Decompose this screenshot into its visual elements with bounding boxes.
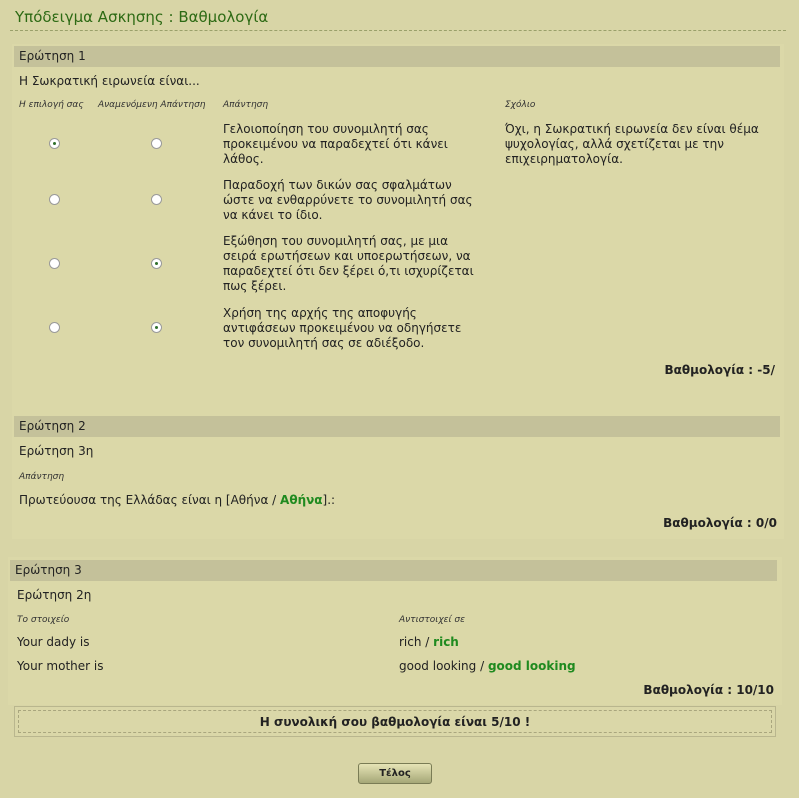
col-item: Το στοιχείο <box>17 615 70 625</box>
col-expected-answer: Αναμενόμενη Απάντηση <box>98 100 206 110</box>
question-1-text: Η Σωκρατική ειρωνεία είναι... <box>19 74 200 88</box>
answer-option-line: να κάνει το ίδιο. <box>223 208 323 222</box>
question-3-text: Ερώτηση 2η <box>17 588 92 602</box>
expected-answer-radio[interactable] <box>151 258 162 269</box>
col-your-choice: Η επιλογή σας <box>19 100 84 110</box>
answer-option <box>223 178 503 223</box>
answer-option <box>223 306 503 351</box>
question-1-header: Ερώτηση 1 <box>14 46 780 67</box>
your-choice-radio[interactable] <box>49 322 60 333</box>
answer-suffix: ].: <box>322 493 336 507</box>
total-score-box <box>14 706 776 737</box>
answer-label: Απάντηση <box>19 472 65 482</box>
expected-answer-radio[interactable] <box>151 138 162 149</box>
answer-option <box>223 234 503 294</box>
col-matches: Αντιστοιχεί σε <box>399 615 465 625</box>
answer-option-line: Χρήση της αρχής της αποφυγής <box>223 306 417 320</box>
expected-answer-radio[interactable] <box>151 322 162 333</box>
total-score: Η συνολική σου βαθμολογία είναι 5/10 ! <box>18 710 772 733</box>
question-3-grade: Βαθμολογία : 10/10 <box>643 683 774 697</box>
correct-answer: good looking <box>487 659 576 673</box>
question-2-text: Ερώτηση 3η <box>19 444 94 458</box>
expected-answer-radio[interactable] <box>151 194 162 205</box>
col-comment: Σχόλιο <box>505 100 536 110</box>
answer-option-line: τον συνομιλητή σας σε αδιέξοδο. <box>223 336 425 350</box>
answer-option-line: σειρά ερωτήσεων και υποερωτήσεων, να <box>223 249 471 263</box>
correct-answer: rich <box>433 635 459 649</box>
title-divider <box>10 30 786 31</box>
match-item: Your mother is <box>17 659 104 673</box>
your-choice-radio[interactable] <box>49 194 60 205</box>
answer-text: Πρωτεύουσα της Ελλάδας είναι η [Αθήνα / <box>19 493 281 507</box>
match-answer <box>399 659 576 674</box>
answer-option-line: προκειμένου να παραδεχτεί ότι κάνει <box>223 137 448 151</box>
comment-line: ψυχολογίας, αλλά σχετίζεται με την <box>505 137 724 151</box>
question-3-header: Ερώτηση 3 <box>10 560 777 581</box>
comment-line: Όχι, η Σωκρατική ειρωνεία δεν είναι θέμα <box>505 122 759 136</box>
answer-option-line: παραδεχτεί ότι δεν ξέρει ό,τι ισχυρίζεται <box>223 264 474 278</box>
answer-option-line: πως ξέρει. <box>223 279 287 293</box>
question-2-grade: Βαθμολογία : 0/0 <box>663 516 777 530</box>
answer-option-line: Γελοιοποίηση του συνομιλητή σας <box>223 122 429 136</box>
answer-option-line: Εξώθηση του συνομιλητή σας, με μια <box>223 234 448 248</box>
col-answer: Απάντηση <box>223 100 269 110</box>
answer-option-line: λάθος. <box>223 152 264 166</box>
page-title: Υπόδειγμα Ασκησης : Βαθμολογία <box>15 8 269 26</box>
match-answer <box>399 635 459 650</box>
comment-text <box>505 122 795 167</box>
answer-option-line: ώστε να ενθαρρύνετε το συνομιλητή σας <box>223 193 473 207</box>
your-choice-radio[interactable] <box>49 138 60 149</box>
question-1-grade: Βαθμολογία : -5/ <box>664 363 775 377</box>
question-2-header: Ερώτηση 2 <box>14 416 780 437</box>
given-answer: rich / <box>399 635 434 649</box>
comment-line: επιχειρηματολογία. <box>505 152 623 166</box>
your-choice-radio[interactable] <box>49 258 60 269</box>
given-answer: good looking / <box>399 659 488 673</box>
match-item: Your dady is <box>17 635 90 649</box>
answer-option-line: αντιφάσεων προκειμένου να οδηγήσετε <box>223 321 462 335</box>
finish-button[interactable]: Τέλος <box>358 763 432 784</box>
answer-option-line: Παραδοχή των δικών σας σφαλμάτων <box>223 178 452 192</box>
answer-option <box>223 122 503 167</box>
correct-answer: Αθήνα <box>280 493 323 507</box>
fill-in-answer <box>19 493 335 508</box>
